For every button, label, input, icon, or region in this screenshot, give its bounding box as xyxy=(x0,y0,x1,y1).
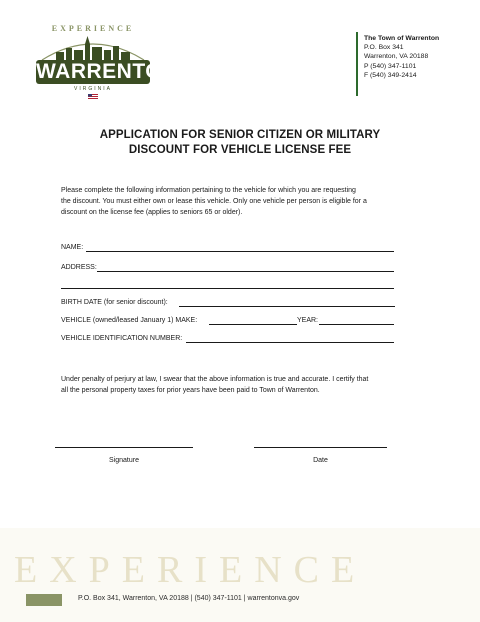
intro-line-2: the discount. You must either own or lease this vehicle. Only one vehicle per person is eligible for a xyxy=(61,198,367,205)
page-title xyxy=(40,128,440,158)
title-line-2: DISCOUNT FOR VEHICLE LICENSE FEE xyxy=(128,144,352,156)
contact-block xyxy=(364,34,439,80)
contact-city: Warrenton, VA 20188 xyxy=(364,53,429,61)
contact-phone: P (540) 347-1101 xyxy=(364,62,417,70)
logo-experience-text: EXPERIENCE xyxy=(51,24,135,33)
date-label: Date xyxy=(313,457,328,464)
intro-line-3: discount on the license fee (applies to seniors 65 or older). xyxy=(61,209,243,216)
skyline-icon xyxy=(38,30,148,62)
flag-icon xyxy=(88,94,98,99)
intro-paragraph xyxy=(61,185,426,218)
name-field[interactable] xyxy=(86,251,394,252)
oath-line-2: all the personal property taxes for prior years have been paid to Town of Warrenton. xyxy=(61,387,320,394)
vin-field[interactable] xyxy=(186,342,394,343)
oath-line-1: Under penalty of perjury at law, I swear that the above information is true and accurate. I certify that xyxy=(61,376,369,383)
address-field[interactable] xyxy=(97,271,394,272)
logo-state-text: VIRGINIA xyxy=(74,86,112,92)
vin-label: VEHICLE IDENTIFICATION NUMBER: xyxy=(61,335,183,342)
logo-wordmark: WARRENTON xyxy=(36,60,178,83)
vehicle-make-field[interactable] xyxy=(209,324,297,325)
name-label: NAME: xyxy=(61,244,84,251)
warrenton-logo xyxy=(28,22,178,102)
footer-accent-bar xyxy=(26,594,62,606)
title-line-1: APPLICATION FOR SENIOR CITIZEN OR MILITARY xyxy=(99,129,381,141)
footer-address: P.O. Box 341, Warrenton, VA 20188 | (540) 347-1101 | warrentonva.gov xyxy=(78,595,300,602)
contact-po-box: P.O. Box 341 xyxy=(364,44,404,52)
birth-date-label: BIRTH DATE (for senior discount): xyxy=(61,299,168,306)
vehicle-make-label: VEHICLE (owned/leased January 1) MAKE: xyxy=(61,317,198,324)
birth-date-field[interactable] xyxy=(179,306,395,307)
intro-line-1: Please complete the following information pertaining to the vehicle for which you are requesting xyxy=(61,187,356,194)
vehicle-year-label: YEAR: xyxy=(297,317,319,324)
vehicle-year-field[interactable] xyxy=(319,324,394,325)
signature-label: Signature xyxy=(109,457,139,464)
signature-line[interactable] xyxy=(55,447,193,448)
contact-divider xyxy=(356,32,358,96)
contact-fax: F (540) 349-2414 xyxy=(364,71,417,79)
contact-town: The Town of Warrenton xyxy=(364,35,440,42)
address-field-line-2[interactable] xyxy=(61,288,394,289)
address-label: ADDRESS: xyxy=(61,264,97,271)
oath-paragraph xyxy=(61,374,426,396)
footer-watermark: EXPERIENCE xyxy=(14,549,367,591)
date-line[interactable] xyxy=(254,447,387,448)
